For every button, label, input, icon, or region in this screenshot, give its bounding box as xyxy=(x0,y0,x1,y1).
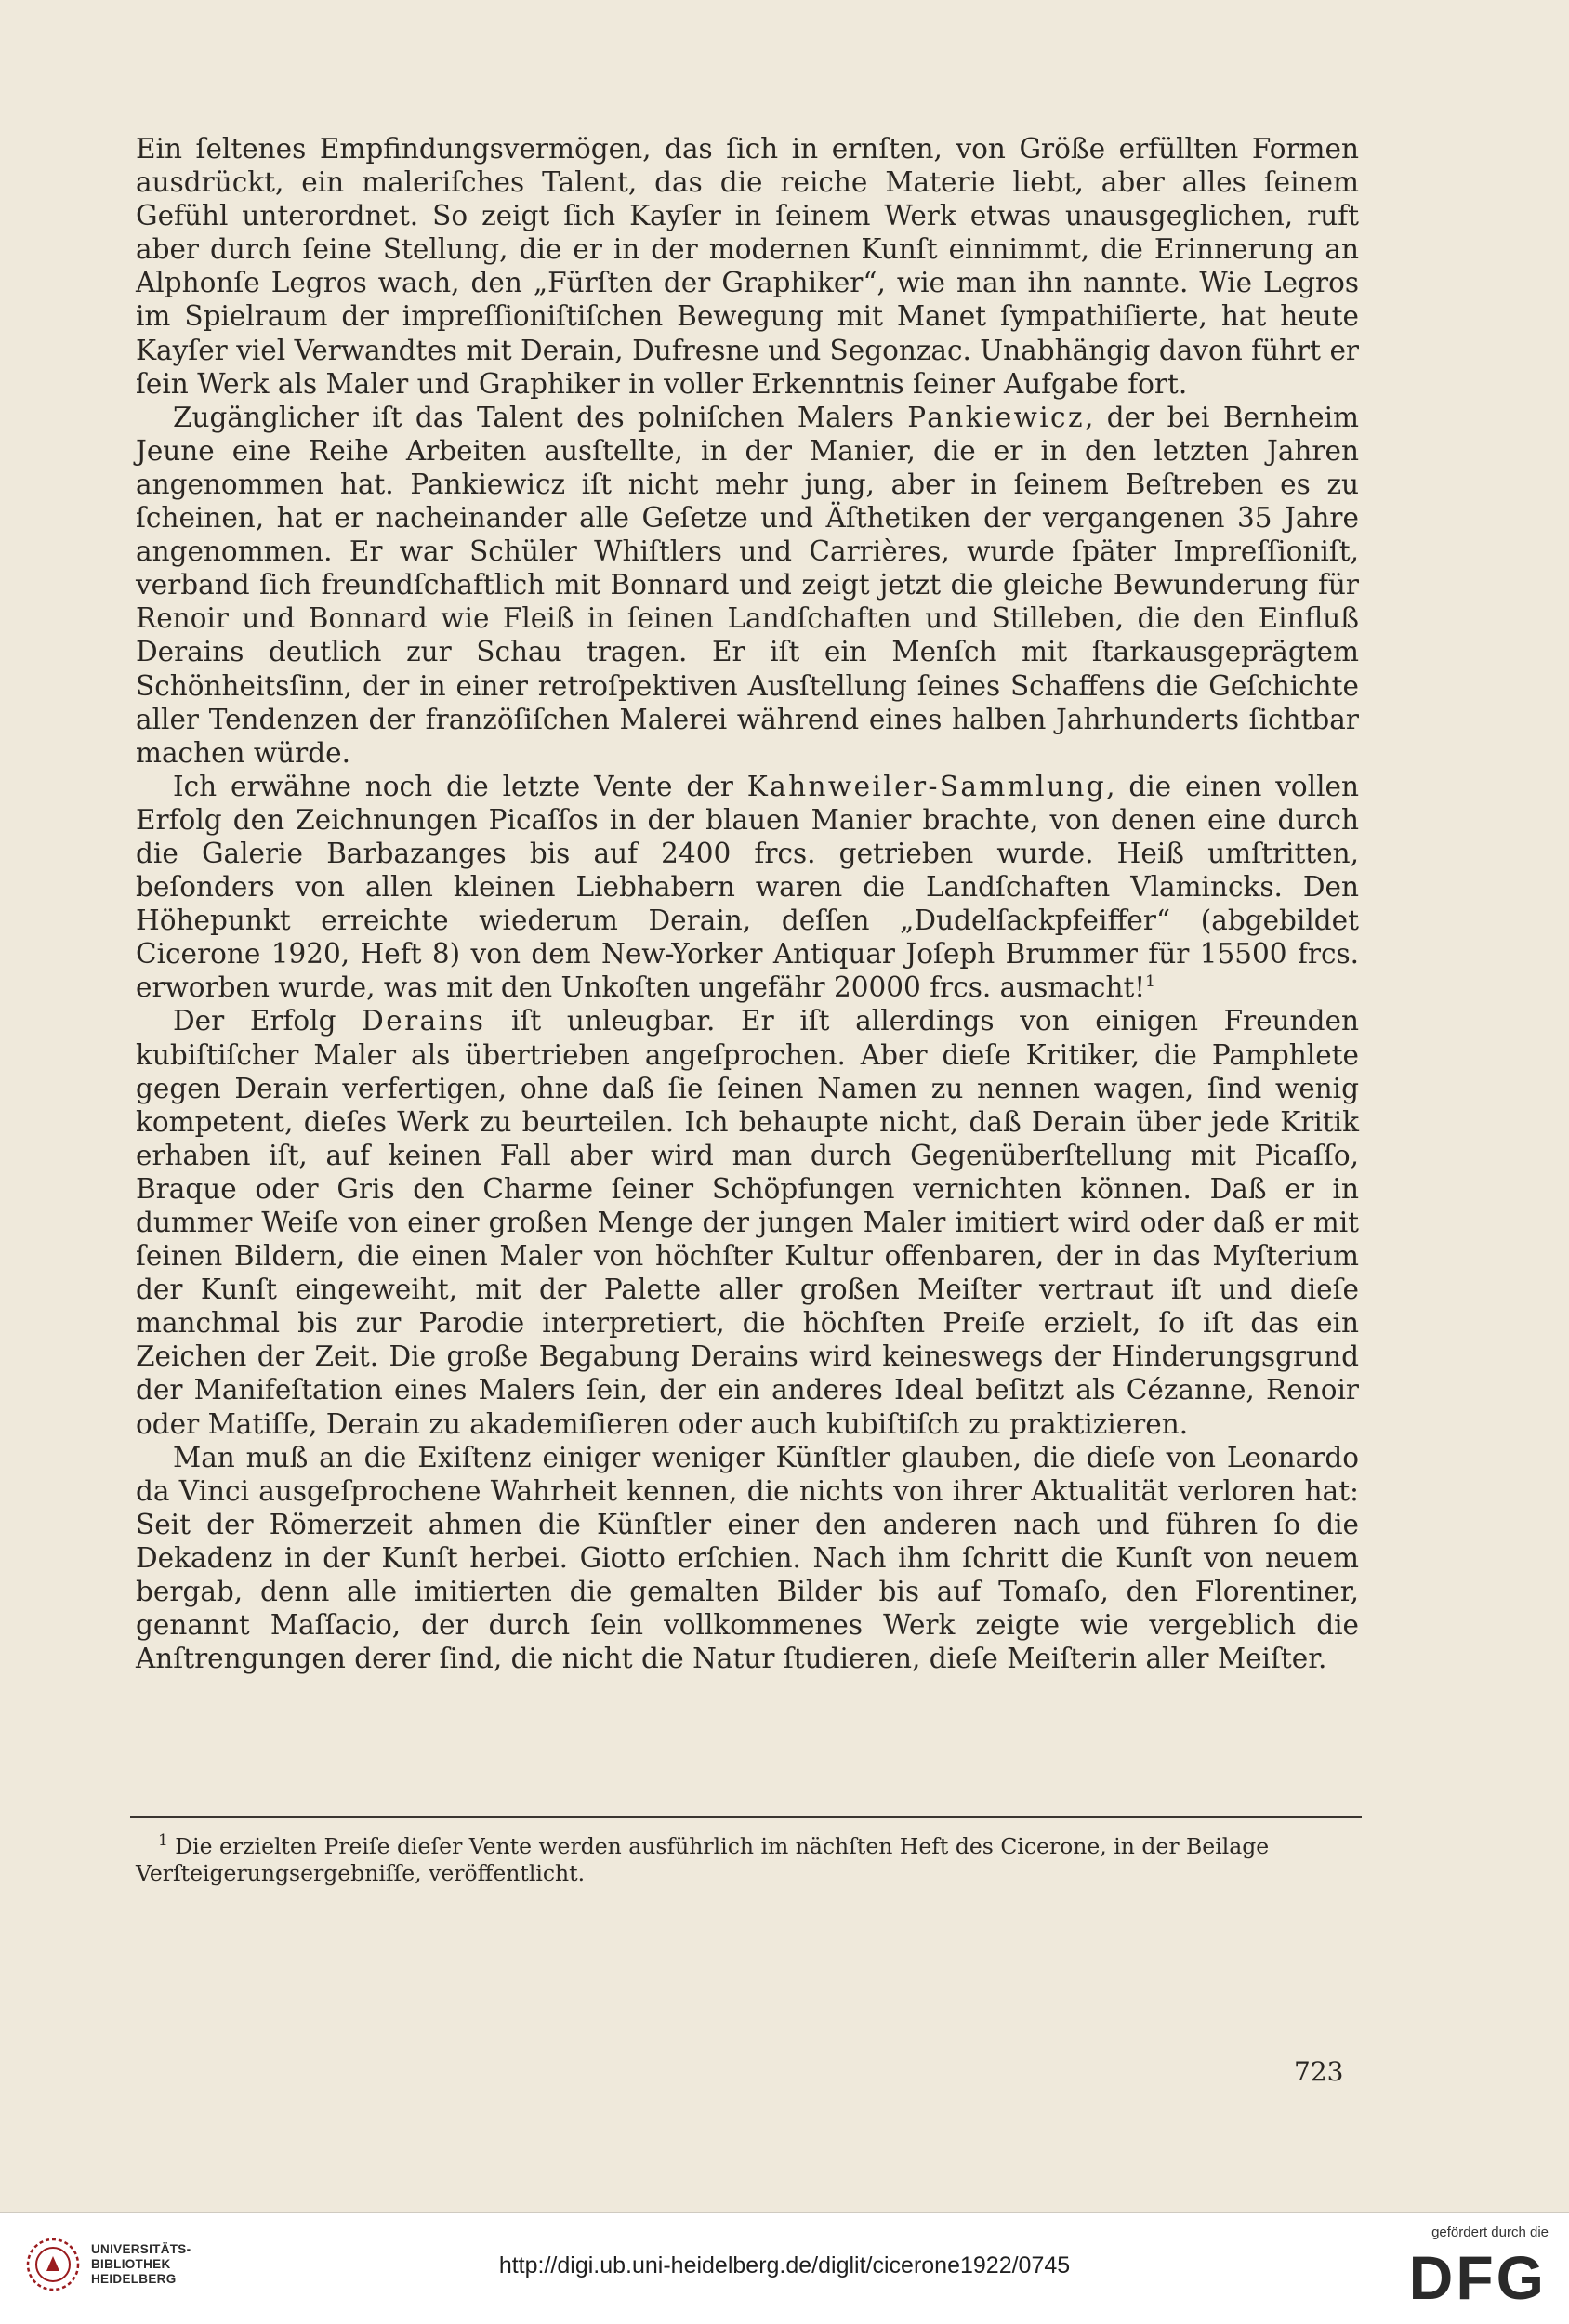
paragraph: Man muß an die Exiſtenz einiger weniger Künſtler glauben, die dieſe von Leonardo da Vinci ausgeſprochene Wahrheit kennen, die nichts von ihrer Aktualität verloren hat: Seit der Römerzeit ahmen die Künſtler einer den anderen nach und führen ſo die Dekadenz in der Kunſt herbei. Giotto erſchien. Nach ihm ſchritt die Kunſt von neuem bergab, denn alle imitierten die gemalten Bilder bis auf Tomaſo, den Florentiner, genannt Maſſacio, der durch ſein vollkommenes Werk zeigte wie vergeblich die Anſtrengungen derer ſind, die nicht die Natur ſtudieren, dieſe Meiſterin aller Meiſter. xyxy=(136,1441,1359,1675)
footnote xyxy=(136,1833,1359,1887)
paragraph-text: Ich erwähne noch die letzte Vente der xyxy=(173,770,747,802)
footnote-marker[interactable]: 1 xyxy=(1145,972,1155,992)
dfg-logo[interactable]: DFG xyxy=(1408,2243,1547,2312)
body-text xyxy=(136,132,1359,1675)
logo-line: HEIDELBERG xyxy=(91,2272,177,2286)
paragraph xyxy=(136,1004,1359,1440)
footnote-divider xyxy=(130,1816,1362,1818)
paragraph-text: , die einen vollen Erfolg den Zeichnungen Picaſſos in der blauen Manier brachte, von denen eine durch die Galerie Barbazanges bis auf 2400 frcs. getrieben wurde. Heiß umſtritten, beſonders von allen kleinen Liebhabern waren die Landſchaften Vlamincks. Den Höhepunkt erreichte wiederum Derain, deſſen „Dudelſackpfeiffer“ (abgebildet Cicerone 1920, Heft 8) von dem New-Yorker Antiquar Joſeph Brummer für 15500 frcs. erworben wurde, was mit den Unkoſten ungefähr 20000 frcs. ausmacht! xyxy=(136,770,1360,1004)
logo-line: UNIVERSITÄTS- xyxy=(91,2242,191,2256)
footnote-number: 1 xyxy=(158,1831,168,1851)
logo-line: BIBLIOTHEK xyxy=(91,2257,171,2271)
paragraph xyxy=(136,401,1359,770)
dfg-caption: gefördert durch die xyxy=(1431,2225,1549,2240)
source-url-link[interactable]: http://digi.ub.uni-heidelberg.de/diglit/cicerone1922/0745 xyxy=(498,2252,1071,2278)
footer-bar xyxy=(0,2212,1569,2324)
emphasized-name: Pankiewicz xyxy=(907,401,1085,433)
paragraph-text: iſt unleugbar. Er iſt allerdings von einigen Freunden kubiſtiſcher Maler als übertrieben angeſprochen. Aber dieſe Kritiker, die Pamphlete gegen Derain verfertigen, ohne daß ſie ſeinen Namen zu nennen wagen, ſind wenig kompetent, dieſes Werk zu beurteilen. Ich behaupte nicht, daß Derain über jede Kritik erhaben iſt, auf keinen Fall aber wird man durch Gegenüberſtellung mit Picaſſo, Braque oder Gris den Charme ſeiner Schöpfungen vernichten können. Daß er in dummer Weiſe von einer großen Menge der jungen Maler imitiert wird oder daß er mit ſeinen Bildern, die einen Maler von höchſter Kultur offenbaren, der in das Myſterium der Kunſt eingeweiht, mit der Palette aller großen Meiſter vertraut iſt und dieſe manchmal bis zur Parodie interpretiert, die höchſten Preiſe erzielt, ſo iſt das ein Zeichen der Zeit. Die große Begabung Derains wird keineswegs der Hinderungsgrund der Manifeſtation eines Malers ſein, der ein anderes Ideal beſitzt als Cézanne, Renoir oder Matiſſe, Derain zu akademiſieren oder auch kubiſtiſch zu praktizieren. xyxy=(136,1005,1359,1440)
emphasized-name: Kahnweiler-Sammlung xyxy=(746,770,1107,802)
paragraph xyxy=(136,770,1359,1005)
page-number: 723 xyxy=(1294,2056,1344,2087)
paragraph-text: Zugänglicher iſt das Talent des polniſchen Malers xyxy=(173,401,908,433)
footnote-text: Die erzielten Preiſe dieſer Vente werden ausführlich im nächſten Heft des Cicerone, in der Beilage Verſteigerungsergebniſſe, veröffentlicht. xyxy=(136,1833,1270,1886)
paragraph-text: , der bei Bernheim Jeune eine Reihe Arbeiten ausſtellte, in der Manier, die er in den letzten Jahren angenommen hat. Pankiewicz iſt nicht mehr jung, aber in ſeinem Beſtreben es zu ſcheinen, hat er nacheinander alle Geſetze und Äſthetiken der vergangenen 35 Jahre angenommen. Er war Schüler Whiſtlers und Carrières, wurde ſpäter Impreſſioniſt, verband ſich freundſchaftlich mit Bonnard und zeigt jetzt die gleiche Bewunderung für Renoir und Bonnard wie Fleiß in ſeinen Landſchaften und Stilleben, die den Einfluß Derains deutlich zur Schau tragen. Er iſt ein Menſch mit ſtarkausgeprägtem Schönheitsſinn, der in einer retroſpektiven Ausſtellung ſeines Schaffens die Geſchichte aller Tendenzen der franzöſiſchen Malerei während eines halben Jahrhunderts ſichtbar machen würde. xyxy=(136,401,1359,769)
paragraph: Ein ſeltenes Empfindungsvermögen, das ſich in ernſten, von Größe erfüllten Formen ausdrückt, ein maleriſches Talent, das die reiche Materie liebt, aber alles ſeinem Gefühl unterordnet. So zeigt ſich Kayſer in ſeinem Werk etwas unausgeglichen, ruft aber durch ſeine Stellung, die er in der modernen Kunſt einnimmt, die Erinnerung an Alphonſe Legros wach, den „Fürſten der Graphiker“, wie man ihn nannte. Wie Legros im Spielraum der impreſſioniſtiſchen Bewegung mit Manet ſympathiſierte, hat heute Kayſer viel Verwandtes mit Derain, Dufresne und Segonzac. Unabhängig davon führt er ſein Werk als Maler und Graphiker in voller Erkenntnis ſeiner Aufgabe fort. xyxy=(136,133,1359,400)
emphasized-name: Derains xyxy=(362,1005,486,1037)
paragraph-text: Der Erfolg xyxy=(173,1005,363,1037)
